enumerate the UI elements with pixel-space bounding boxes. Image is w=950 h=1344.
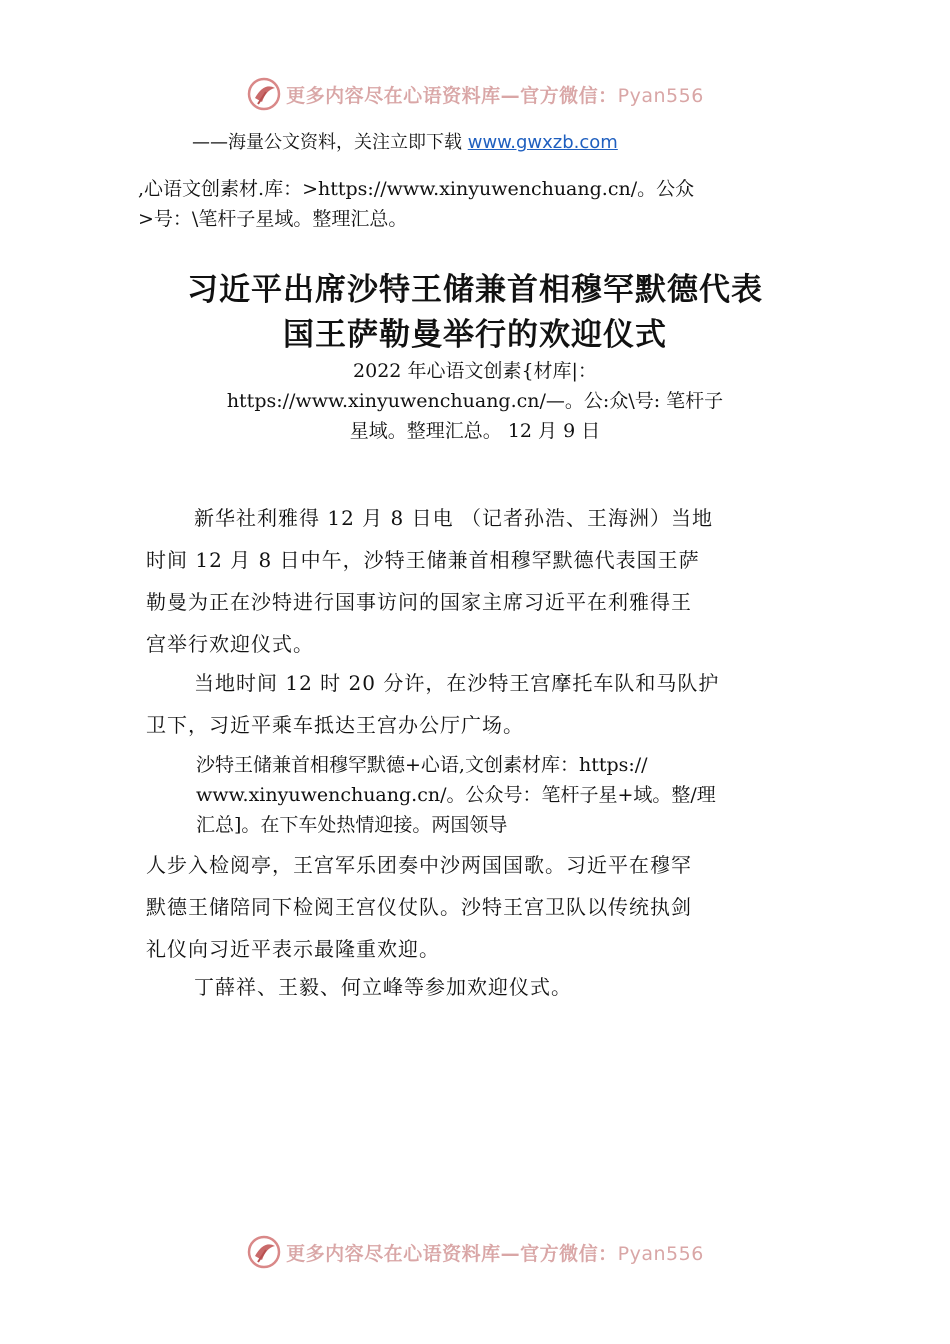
paragraph-line: 宫举行欢迎仪式。 [146, 632, 314, 656]
paragraph-line: 人步入检阅亭，王宫军乐团奏中沙两国国歌。习近平在穆罕 [146, 853, 692, 877]
paragraph-line: 默德王储陪同下检阅王宫仪仗队。沙特王宫卫队以传统执剑 [146, 895, 692, 919]
meta-line-1: 2022 年心语文创素{材库|： [353, 360, 597, 382]
banner-text: 更多内容尽在心语资料库—官方微信：Pyan556 [286, 84, 704, 107]
meta-line-2: https://www.xinyuwenchuang.cn/—。公:众\号: 笔杆子 [226, 390, 724, 412]
meta-line-3: 星域。整理汇总。 12 月 9 日 [349, 420, 601, 442]
source-note-line-1: ,心语文创素材.库：>https://www.xinyuwenchuang.cn/。公众 [138, 178, 695, 200]
logo-icon [246, 76, 282, 112]
paragraph-4 [146, 966, 826, 1008]
paragraph-line: 当地时间 12 时 20 分许，在沙特王宫摩托车队和马队护 [194, 671, 720, 695]
article-title-line-1: 习近平出席沙特王储兼首相穆罕默德代表 [187, 272, 763, 308]
quote-line-3: 汇总]。在下车处热情迎接。两国领导 [196, 814, 508, 836]
banner-wechat-id: Pyan556 [617, 1242, 704, 1265]
quote-line-2: www.xinyuwenchuang.cn/。公众号：笔杆子星+域。整/理 [196, 784, 716, 806]
download-link[interactable]: www.gwxzb.com [467, 132, 618, 153]
header-banner [0, 74, 950, 114]
paragraph-line: 丁薛祥、王毅、何立峰等参加欢迎仪式。 [194, 975, 572, 999]
paragraph-line: 时间 12 月 8 日中午，沙特王储兼首相穆罕默德代表国王萨 [146, 548, 700, 572]
banner-wechat-id: Pyan556 [617, 84, 704, 107]
paragraph-line: 新华社利雅得 12 月 8 日电 （记者孙浩、王海洲）当地 [194, 506, 713, 530]
article-title-line-2: 国王萨勒曼举行的欢迎仪式 [283, 317, 667, 353]
paragraph-2 [146, 662, 826, 746]
quote-line-1: 沙特王储兼首相穆罕默德+心语,文创素材库：https:// [196, 754, 648, 776]
logo-icon [246, 1234, 282, 1270]
paragraph-3-continued [146, 844, 826, 970]
banner-text: 更多内容尽在心语资料库—官方微信：Pyan556 [286, 1242, 704, 1265]
paragraph-line: 勒曼为正在沙特进行国事访问的国家主席习近平在利雅得王 [146, 590, 692, 614]
paragraph-line: 礼仪向习近平表示最隆重欢迎。 [146, 937, 440, 961]
paragraph-1 [146, 497, 826, 665]
download-subline: ——海量公文资料，关注立即下载 www.gwxzb.com [192, 132, 618, 153]
paragraph-line: 卫下，习近平乘车抵达王宫办公厅广场。 [146, 713, 524, 737]
source-note-line-2: >号：\笔杆子星域。整理汇总。 [138, 208, 408, 230]
footer-banner [0, 1232, 950, 1272]
